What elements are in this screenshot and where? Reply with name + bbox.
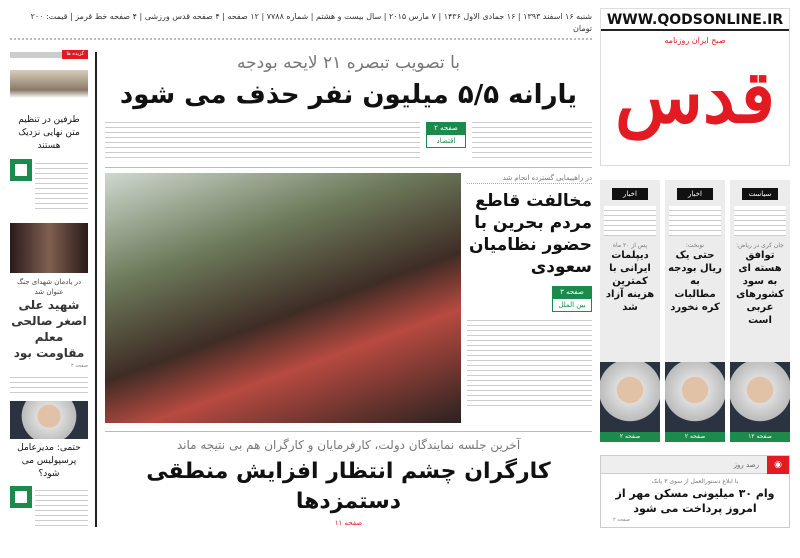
lead-page-tag[interactable]: صفحه ۲ [426, 122, 466, 134]
left-item2-title[interactable]: شهید علی اصغر صالحی معلم مقاومت بود [11, 298, 87, 360]
bahrain-kicker: در راهپیمایی گسترده انجام شد [467, 173, 592, 184]
card-sub: جان کری در ریاض: [736, 242, 784, 249]
lead-section: اقتصاد [426, 134, 466, 148]
card-sub: نوبخت: [685, 242, 705, 249]
bahrain-headline[interactable]: مخالفت قاطع مردم بحرین با حضور نظامیان سعودی [468, 191, 592, 277]
card-page[interactable]: صفحه ۲ [665, 432, 725, 442]
card-tag: سیاست [742, 188, 778, 200]
bottom-kicker: آخرین جلسه نمایندگان دولت، کارفرمایان و کارگران هم بی نتیجه ماند [176, 438, 521, 452]
lead-headline[interactable]: یارانه ۵/۵ میلیون نفر حذف می شود [119, 80, 578, 110]
logo [601, 35, 789, 147]
card-kerry[interactable] [730, 180, 790, 442]
left-column [10, 52, 88, 527]
left-item2-page[interactable]: صفحه ۳ [71, 363, 88, 369]
martyr-photo [10, 223, 88, 273]
card-title: توافق هسته ای به سود کشورهای عربی است [736, 250, 784, 326]
box-icon: ◉ [767, 456, 789, 474]
left-item2-kicker: در یادمان شهدای جنگ عنوان شد [16, 278, 82, 296]
man-portrait [10, 401, 88, 439]
card-tag: اخبار [677, 188, 713, 200]
bahrain-protest-photo [105, 173, 461, 423]
card-nobakht[interactable] [665, 180, 725, 442]
nobakht-photo [665, 362, 725, 432]
left-item1-title[interactable]: طرفین در تنظیم متن نهایی نزدیک هستند [18, 115, 80, 151]
dateline: شنبه ۱۶ اسفند ۱۳۹۳ | ۱۶ جمادی الاول ۱۴۳۶ | ۷ مارس ۲۰۱۵ | سال بیست و هشتم | شماره ۷۷۸۸ | ۱۲ صفحه | ۴ صفحه قدس ورزشی | ۴ صفحه خط قرمز | قیمت: ۲۰۰ تومان [10, 8, 592, 40]
lead-kicker: با تصویب تبصره ۲۱ لایحه بودجه [237, 53, 460, 73]
card-page[interactable]: صفحه ۲ [600, 432, 660, 442]
box-section: رصد روز [733, 461, 759, 469]
site-url[interactable]: WWW.QODSONLINE.IR [601, 9, 789, 31]
masthead [600, 8, 790, 166]
card-sub: پس از ۲۰ ماه [612, 242, 648, 249]
left-section-label: گزیده ها [62, 50, 88, 59]
card-title: دیپلمات ایرانی با کمترین هزینه آزاد شد [605, 250, 655, 313]
bahrain-section: بین الملل [552, 298, 592, 312]
card-title: حتی یک ریال بودجه به مطالبات کره نخورد [668, 250, 722, 313]
green-square-icon [10, 486, 32, 508]
main-area [10, 8, 592, 527]
kerry-photo [730, 362, 790, 432]
box-kicker: با ابلاغ دستورالعمل از سوی ۳ بانک [651, 478, 739, 485]
card-page[interactable]: صفحه ۱۲ [730, 432, 790, 442]
bahrain-story [467, 173, 592, 423]
column-divider [95, 52, 97, 527]
negotiation-photo [10, 70, 88, 110]
left-item3-title[interactable]: حتمی: مدیرعامل پرسپولیس می شود؟ [17, 443, 81, 479]
box-title: وام ۳۰ میلیونی مسکن مهر از امروز پرداخت می شود [615, 487, 775, 515]
lead-body [105, 118, 592, 162]
news-cards [600, 180, 790, 442]
diplomat-photo [600, 362, 660, 432]
card-diplomat[interactable] [600, 180, 660, 442]
card-tag: اخبار [612, 188, 648, 200]
middle-column [105, 52, 592, 527]
box-page[interactable]: صفحه ۲ [613, 517, 630, 523]
bottom-page[interactable]: صفحه ۱۱ [334, 519, 363, 527]
bottom-headline[interactable]: کارگران چشم انتظار افزایش منطقی دستمزدها [146, 459, 551, 514]
logo-text: قدس [614, 54, 776, 139]
logo-subtitle: صبح ایران روزنامه [664, 36, 726, 45]
green-square-icon [10, 159, 32, 181]
bahrain-page-tag[interactable]: صفحه ۳ [552, 286, 592, 298]
daily-box[interactable] [600, 455, 790, 528]
